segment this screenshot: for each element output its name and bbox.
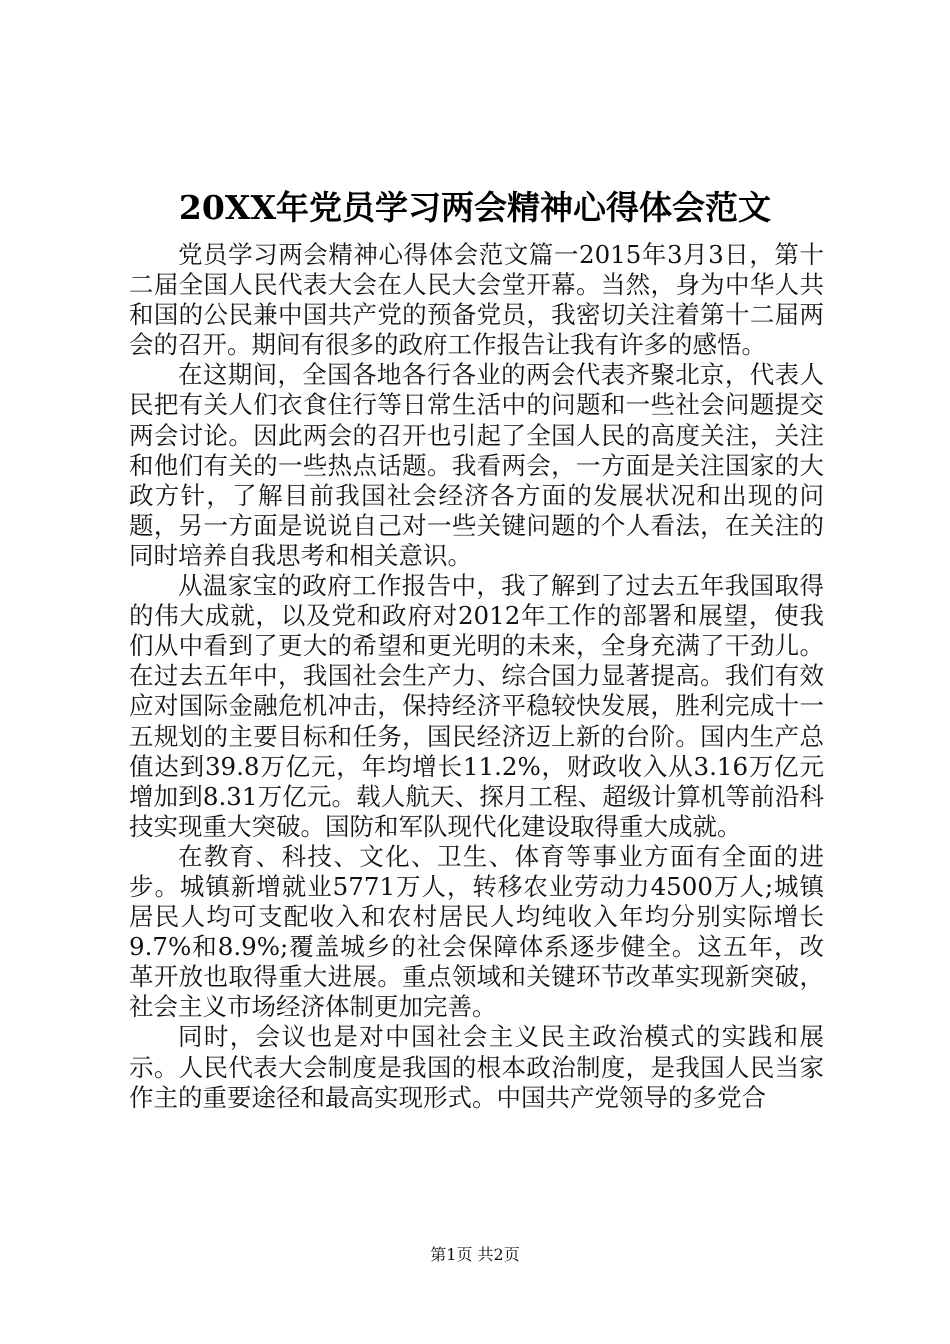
paragraph-3: 从温家宝的政府工作报告中，我了解到了过去五年我国取得的伟大成就，以及党和政府对2012年工作的部署和展望，使我们从中看到了更大的希望和更光明的未来，全身充满了干劲儿。在过去五年中，我国社会生产力、综合国力显著提高。我们有效应对国际金融危机冲击，保持经济平稳较快发展，胜利完成十一五规划的主要目标和任务，国民经济迈上新的台阶。国内生产总值达到39.8万亿元，年均增长11.2%，财政收入从3.16万亿元增加到8.31万亿元。载人航天、探月工程、超级计算机等前沿科技实现重大突破。国防和军队现代化建设取得重大成就。 xyxy=(129,571,824,841)
paragraph-5: 同时，会议也是对中国社会主义民主政治模式的实践和展示。人民代表大会制度是我国的根本政治制度，是我国人民当家作主的重要途径和最高实现形式。中国共产党领导的多党合 xyxy=(129,1022,824,1112)
document-title: 20XX年党员学习两会精神心得体会范文 xyxy=(178,188,772,227)
document-body xyxy=(129,240,824,1113)
paragraph-2: 在这期间，全国各地各行各业的两会代表齐聚北京，代表人民把有关人们衣食住行等日常生活中的问题和一些社会问题提交两会讨论。因此两会的召开也引起了全国人民的高度关注，关注和他们有关的一些热点话题。我看两会，一方面是关注国家的大政方针，了解目前我国社会经济各方面的发展状况和出现的问题，另一方面是说说自己对一些关键问题的个人看法，在关注的同时培养自我思考和相关意识。 xyxy=(129,360,824,570)
paragraph-4: 在教育、科技、文化、卫生、体育等事业方面有全面的进步。城镇新增就业5771万人，转移农业劳动力4500万人;城镇居民人均可支配收入和农村居民人均纯收入年均分别实际增长9.7%和8.9%;覆盖城乡的社会保障体系逐步健全。这五年，改革开放也取得重大进展。重点领域和关键环节改革实现新突破，社会主义市场经济体制更加完善。 xyxy=(129,841,825,1022)
paragraph-1: 党员学习两会精神心得体会范文篇一2015年3月3日，第十二届全国人民代表大会在人民大会堂开幕。当然，身为中华人共和国的公民兼中国共产党的预备党员，我密切关注着第十二届两会的召开。期间有很多的政府工作报告让我有许多的感悟。 xyxy=(129,240,824,360)
page-footer: 第1页 共2页 xyxy=(430,1245,520,1264)
